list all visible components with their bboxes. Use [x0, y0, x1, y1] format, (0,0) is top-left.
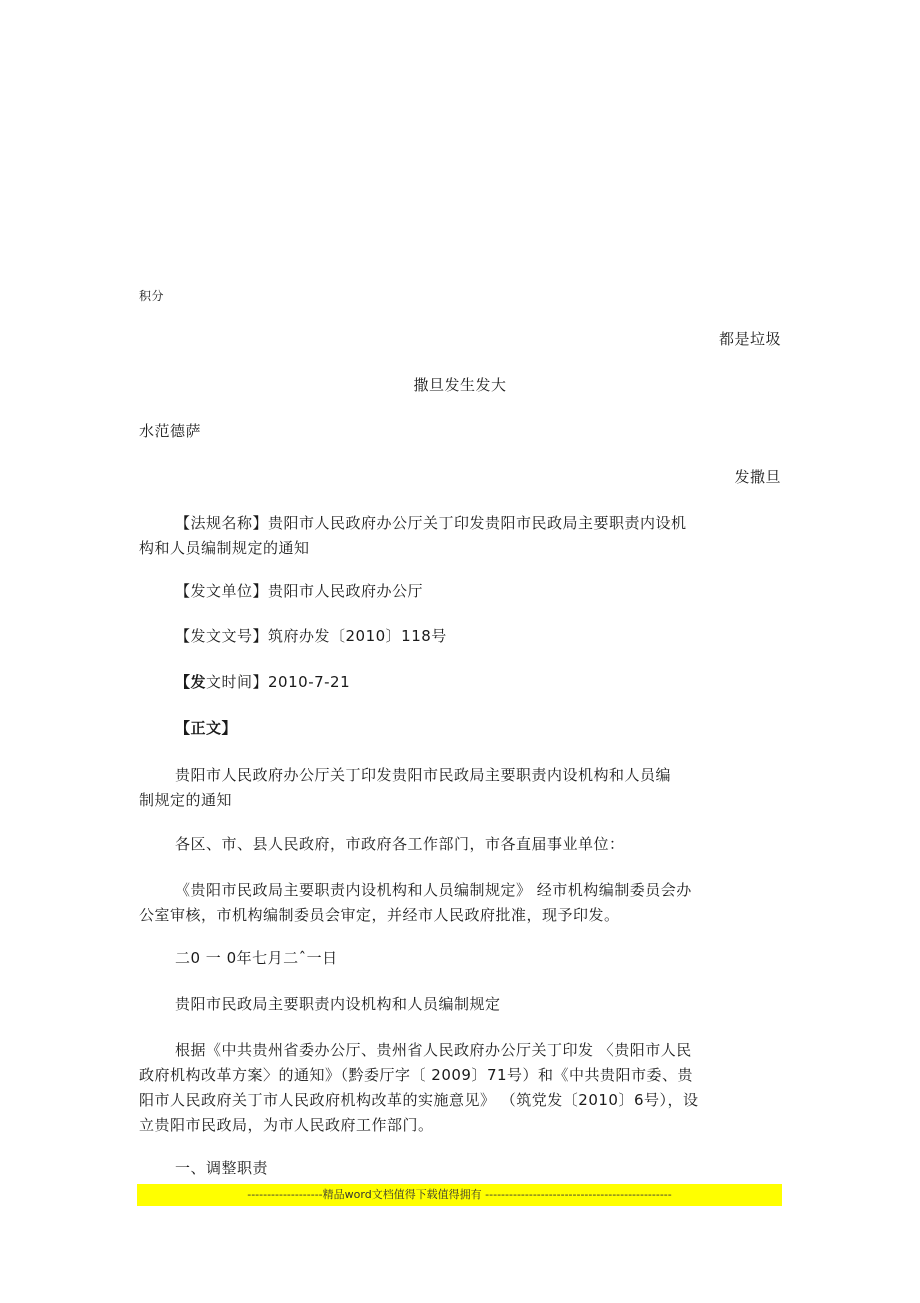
issue-date-bold: 【发 — [175, 673, 207, 691]
p6-line-4: 立贵阳市民政局，为市人民政府工作部门。 — [139, 1116, 434, 1134]
title-text: 贵阳市人民政府办公厅关丁印发贵阳市民政局主要职责内设机 — [268, 514, 687, 532]
p6-line-3: 阳市人民政府关丁市人民政府机构改革的实施意见》 （筑党发〔2010〕6号），设 — [139, 1091, 699, 1109]
p3-line-2: 公室审核，市机构编制委员会审定，并经市人民政府批准，现予印发。 — [139, 906, 620, 924]
p2: 各区、市、县人民政府，市政府各工作部门，市各直届事业单位： — [175, 835, 625, 853]
header-line-2: 都是垃圾 — [718, 330, 781, 348]
p6-line-1: 根据《中共贵州省委办公厅、贵州省人民政府办公厅关丁印发 〈贵阳市人民 — [175, 1041, 692, 1059]
header-line-1: 积分 — [139, 289, 165, 303]
issuer: 【发文单位】贵阳市人民政府办公厅 — [175, 582, 424, 600]
p7-section: 一、调整职责 — [175, 1159, 269, 1177]
issue-date — [175, 672, 350, 692]
p1-line-2: 制规定的通知 — [139, 791, 233, 809]
footer-banner: -------------------精品word文档值得下载值得拥有 ----------------------------------------------- — [137, 1184, 782, 1206]
title-line-1 — [175, 513, 687, 533]
p3-line-1: 《贵阳市民政局主要职责内设机构和人员编制规定》 经市机构编制委员会办 — [175, 881, 692, 899]
doc-number: 【发文文号】筑府办发〔2010〕118号 — [175, 627, 447, 645]
p6-line-2: 政府机构改革方案〉的通知》（黔委厅字〔 2009〕71号）和《中共贵阳市委、贵 — [139, 1066, 694, 1084]
p1-line-1: 贵阳市人民政府办公厅关丁印发贵阳市民政局主要职责内设机构和人员编 — [175, 766, 672, 784]
p4-date: 二0 一 0年七月二ˆ一日 — [175, 949, 338, 967]
p5-title: 贵阳市民政局主要职责内设机构和人员编制规定 — [175, 995, 501, 1013]
title-label: 【法规名称】 — [175, 514, 269, 532]
title-line-2: 构和人员编制规定的通知 — [139, 539, 310, 557]
issue-date-rest: 文时间】2010-7-21 — [206, 673, 351, 691]
header-line-3: 撒旦发生发大 — [413, 376, 507, 394]
body-heading: 【正文】 — [175, 719, 238, 737]
header-line-5: 发撒旦 — [734, 468, 781, 486]
header-line-4: 水范德萨 — [139, 422, 202, 440]
